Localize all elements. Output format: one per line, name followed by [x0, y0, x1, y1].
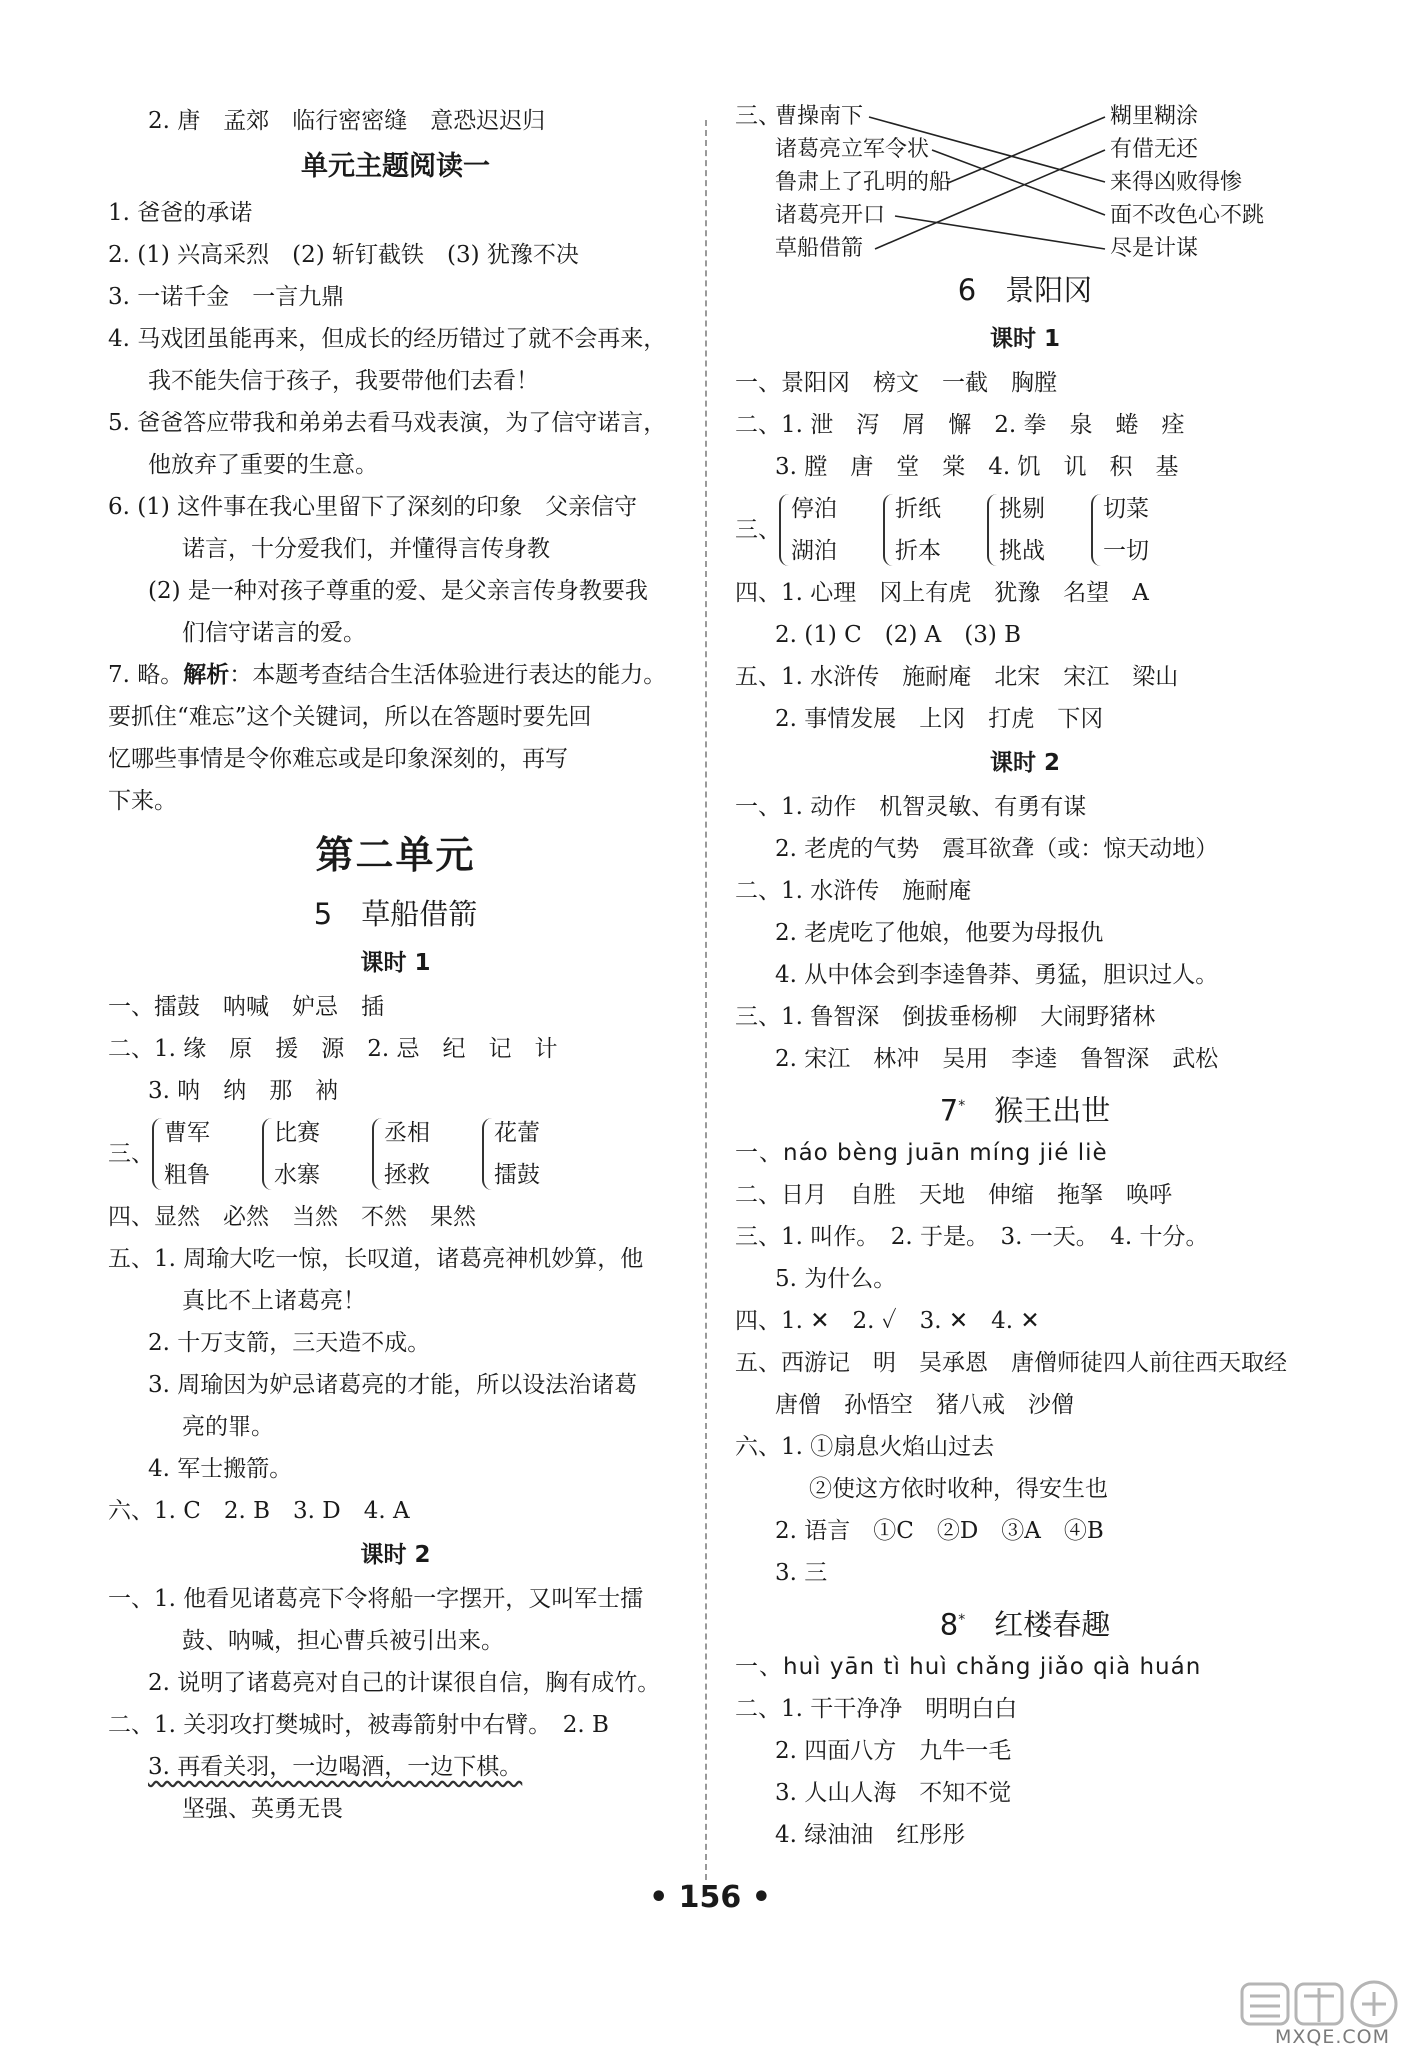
answer-line: 2. 事情发展 上冈 打虎 下冈 [775, 706, 1104, 732]
match-right-item: 糊里糊涂 [1110, 104, 1199, 129]
match-left-item: 草船借箭 [775, 236, 864, 261]
answer-line: 2. (1) 兴高采烈 (2) 斩钉截铁 (3) 犹豫不决 [108, 242, 579, 268]
answer-line: 4. 绿油油 红彤彤 [775, 1822, 966, 1848]
lesson-number: 7 [939, 1093, 959, 1128]
answer-line: 三、1. 叫作。 2. 于是。 3. 一天。 4. 十分。 [735, 1224, 1209, 1250]
word: 丞相 [384, 1120, 430, 1146]
answer-line: 2. 宋江 林冲 吴用 李逵 鲁智深 武松 [775, 1046, 1219, 1072]
left-column [108, 100, 683, 1830]
section-title: 单元主题阅读一 [301, 151, 490, 182]
answer-line: (2) 是一种对孩子尊重的爱、是父亲言传身教要我 [148, 578, 648, 604]
answer-line: 二、1. 干干净净 明明白白 [735, 1696, 1018, 1722]
word: 停泊 [791, 496, 837, 522]
match-left-item: 诸葛亮立军令状 [775, 137, 930, 162]
match-line [895, 216, 1105, 249]
answer-line: 四、显然 必然 当然 不然 果然 [108, 1204, 476, 1230]
answer-line: 六、1. ①扇息火焰山过去 [735, 1434, 995, 1460]
match-right-item: 尽是计谋 [1110, 236, 1199, 261]
brace-mark [779, 494, 789, 566]
answer-text: 7. 略。 [108, 662, 184, 688]
brace-mark [482, 1118, 492, 1190]
word: 湖泊 [791, 538, 837, 564]
answer-line: 2. 唐 孟郊 临行密密缝 意恐迟迟归 [148, 108, 546, 134]
answer-line: 二、1. 关羽攻打樊城时，被毒箭射中右臂。 2. B [108, 1712, 609, 1738]
lesson-name: 红楼春趣 [994, 1607, 1111, 1642]
brace-mark [987, 494, 997, 566]
brace-mark [152, 1118, 162, 1190]
answer-line: 他放弃了重要的生意。 [148, 452, 378, 478]
answer-line: 二、1. 泄 泻 屑 懈 2. 拳 泉 蜷 痊 [735, 412, 1185, 438]
answer-line: 二、1. 缘 原 援 源 2. 忌 纪 记 计 [108, 1036, 558, 1062]
word-pair [987, 488, 1045, 572]
answer-text: ：本题考查结合生活体验进行表达的能力。 [229, 662, 667, 688]
word: 挑剔 [999, 496, 1045, 522]
right-column [735, 100, 1315, 1856]
answer-line: 四、1. ✕ 2. ✓ 3. ✕ 4. ✕ [735, 1308, 1040, 1334]
word: 擂鼓 [494, 1162, 540, 1188]
answer-line: 2. 四面八方 九牛一毛 [775, 1738, 1012, 1764]
answer-line: 2. 十万支箭，三天造不成。 [148, 1330, 431, 1356]
page-number: • 156 • [649, 1880, 771, 1915]
answer-line: 唐僧 孙悟空 猪八戒 沙僧 [775, 1392, 1074, 1418]
brace-pairs [735, 488, 1315, 572]
answer-line: 们信守诺言的爱。 [182, 620, 366, 646]
answer-line: 鼓、呐喊，担心曹兵被引出来。 [182, 1628, 504, 1654]
answer-line: 一、1. 动作 机智灵敏、有勇有谋 [735, 794, 1087, 820]
match-line [932, 150, 1105, 215]
column-divider [705, 120, 707, 1880]
brace-mark [372, 1118, 382, 1190]
word: 一切 [1103, 538, 1149, 564]
answer-line: 一、náo bèng juān míng jié liè [735, 1140, 1108, 1166]
answer-line: ②使这方依时收种，得安生也 [809, 1476, 1108, 1502]
match-right-item: 面不改色心不跳 [1110, 203, 1265, 228]
answer-line: 3. 膛 唐 堂 棠 4. 饥 讥 积 基 [775, 454, 1179, 480]
lesson-title: 5 草船借箭 [313, 897, 478, 931]
period-title: 课时 2 [989, 750, 1060, 776]
word: 曹军 [164, 1120, 210, 1146]
answer-line: 忆哪些事情是令你难忘或是印象深刻的，再写 [108, 746, 568, 772]
answer-line: 一、擂鼓 呐喊 妒忌 插 [108, 994, 384, 1020]
answer-line: 诺言，十分爱我们，并懂得言传身教 [182, 536, 550, 562]
match-right-item: 有借无还 [1110, 137, 1199, 162]
brace-mark [1091, 494, 1101, 566]
period-title: 课时 1 [989, 326, 1060, 352]
question-number: 三、 [735, 103, 781, 129]
answer-line: 真比不上诸葛亮！ [182, 1288, 366, 1314]
answer-line: 5. 爸爸答应带我和弟弟去看马戏表演，为了信守诺言， [108, 410, 667, 436]
answer-line: 一、huì yān tì huì chǎng jiǎo qià huán [735, 1654, 1202, 1680]
answer-line: 四、1. 心理 冈上有虎 犹豫 名望 A [735, 580, 1149, 606]
answer-line: 6. (1) 这件事在我心里留下了深刻的印象 父亲信守 [108, 494, 638, 520]
word-pair [883, 488, 941, 572]
answer-line: 2. 说明了诸葛亮对自己的计谋很自信，胸有成竹。 [148, 1670, 661, 1696]
match-line [948, 117, 1105, 183]
answer-line: 3. 人山人海 不知不觉 [775, 1780, 1012, 1806]
answer-line: 3. 三 [775, 1560, 828, 1586]
matching-exercise [735, 100, 1315, 264]
question-number: 三、 [108, 1141, 154, 1167]
match-line [869, 117, 1105, 182]
answer-line: 2. 语言 ①C ②D ③A ④B [775, 1518, 1104, 1544]
word: 比赛 [274, 1120, 320, 1146]
question-number: 三、 [735, 517, 781, 543]
answer-line: 六、1. C 2. B 3. D 4. A [108, 1498, 410, 1524]
answer-line: 五、1. 水浒传 施耐庵 北宋 宋江 梁山 [735, 664, 1179, 690]
answer-line: 1. 爸爸的承诺 [108, 200, 253, 226]
match-right-item: 来得凶败得惨 [1110, 170, 1243, 195]
lesson-title: 6 景阳冈 [957, 273, 1093, 307]
word-pair [372, 1112, 430, 1196]
answer-line: 五、1. 周瑜大吃一惊，长叹道，诸葛亮神机妙算，他 [108, 1246, 644, 1272]
unit-title: 第二单元 [315, 833, 476, 877]
answer-line: 我不能失信于孩子，我要带他们去看！ [148, 368, 539, 394]
word: 切菜 [1103, 496, 1149, 522]
answer-line: 一、景阳冈 榜文 一截 胸膛 [735, 370, 1057, 396]
lesson-title [735, 1594, 1315, 1646]
word-pair [262, 1112, 320, 1196]
lesson-number: 8 [939, 1607, 959, 1642]
answer-line [108, 654, 683, 696]
word: 拯救 [384, 1162, 430, 1188]
answer-line: 三、1. 鲁智深 倒拔垂杨柳 大闹野猪林 [735, 1004, 1156, 1030]
word: 折纸 [895, 496, 941, 522]
underlined-sentence: 3. 再看关羽，一边喝酒，一边下棋。 [148, 1754, 523, 1780]
lesson-name: 猴王出世 [994, 1093, 1111, 1128]
match-left-item: 诸葛亮开口 [775, 203, 886, 228]
answer-line: 2. 老虎的气势 震耳欲聋（或：惊天动地） [775, 836, 1219, 862]
matching-lines [735, 100, 1315, 264]
lesson-title [735, 1080, 1315, 1132]
answer-line: 2. (1) C (2) A (3) B [775, 622, 1022, 648]
brace-pairs [108, 1112, 683, 1196]
optional-mark: * [958, 1098, 966, 1114]
answer-line: 4. 从中体会到李逵鲁莽、勇猛，胆识过人。 [775, 962, 1219, 988]
word-pair [152, 1112, 210, 1196]
answer-line: 4. 军士搬箭。 [148, 1456, 293, 1482]
analysis-keyword: 解析 [183, 661, 230, 688]
answer-line: 亮的罪。 [182, 1414, 274, 1440]
answer-line: 要抓住“难忘”这个关键词，所以在答题时要先回 [108, 704, 592, 730]
answer-line: 2. 老虎吃了他娘，他要为母报仇 [775, 920, 1104, 946]
answer-line: 二、1. 水浒传 施耐庵 [735, 878, 972, 904]
word-pair [482, 1112, 540, 1196]
answer-line: 下来。 [108, 788, 177, 814]
answer-line: 4. 马戏团虽能再来，但成长的经历错过了就不会再来， [108, 326, 667, 352]
answer-line: 坚强、英勇无畏 [182, 1796, 343, 1822]
answer-line: 5. 为什么。 [775, 1266, 897, 1292]
answer-line: 3. 一诺千金 一言九鼎 [108, 284, 345, 310]
period-title: 课时 2 [360, 1542, 431, 1568]
word: 花蕾 [494, 1120, 540, 1146]
brace-mark [883, 494, 893, 566]
word-pair [1091, 488, 1149, 572]
answer-line: 3. 呐 纳 那 衲 [148, 1078, 339, 1104]
match-left-item: 曹操南下 [775, 104, 864, 129]
brace-mark [262, 1118, 272, 1190]
word: 折本 [895, 538, 941, 564]
word: 粗鲁 [164, 1162, 210, 1188]
answer-line: 一、1. 他看见诸葛亮下令将船一字摆开，又叫军士擂 [108, 1586, 644, 1612]
answer-line [108, 1746, 683, 1788]
answer-line: 五、西游记 明 吴承恩 唐僧师徒四人前往西天取经 [735, 1350, 1287, 1376]
match-left-item: 鲁肃上了孔明的船 [775, 170, 952, 195]
word-pair [779, 488, 837, 572]
answer-line: 3. 周瑜因为妒忌诸葛亮的才能，所以设法治诸葛 [148, 1372, 638, 1398]
period-title: 课时 1 [360, 950, 431, 976]
optional-mark: * [958, 1612, 966, 1628]
answer-line: 二、日月 自胜 天地 伸缩 拖拏 唤呼 [735, 1182, 1172, 1208]
watermark-url: MXQE.COM [1274, 2026, 1390, 2048]
word: 挑战 [999, 538, 1045, 564]
word: 水寨 [274, 1162, 320, 1188]
